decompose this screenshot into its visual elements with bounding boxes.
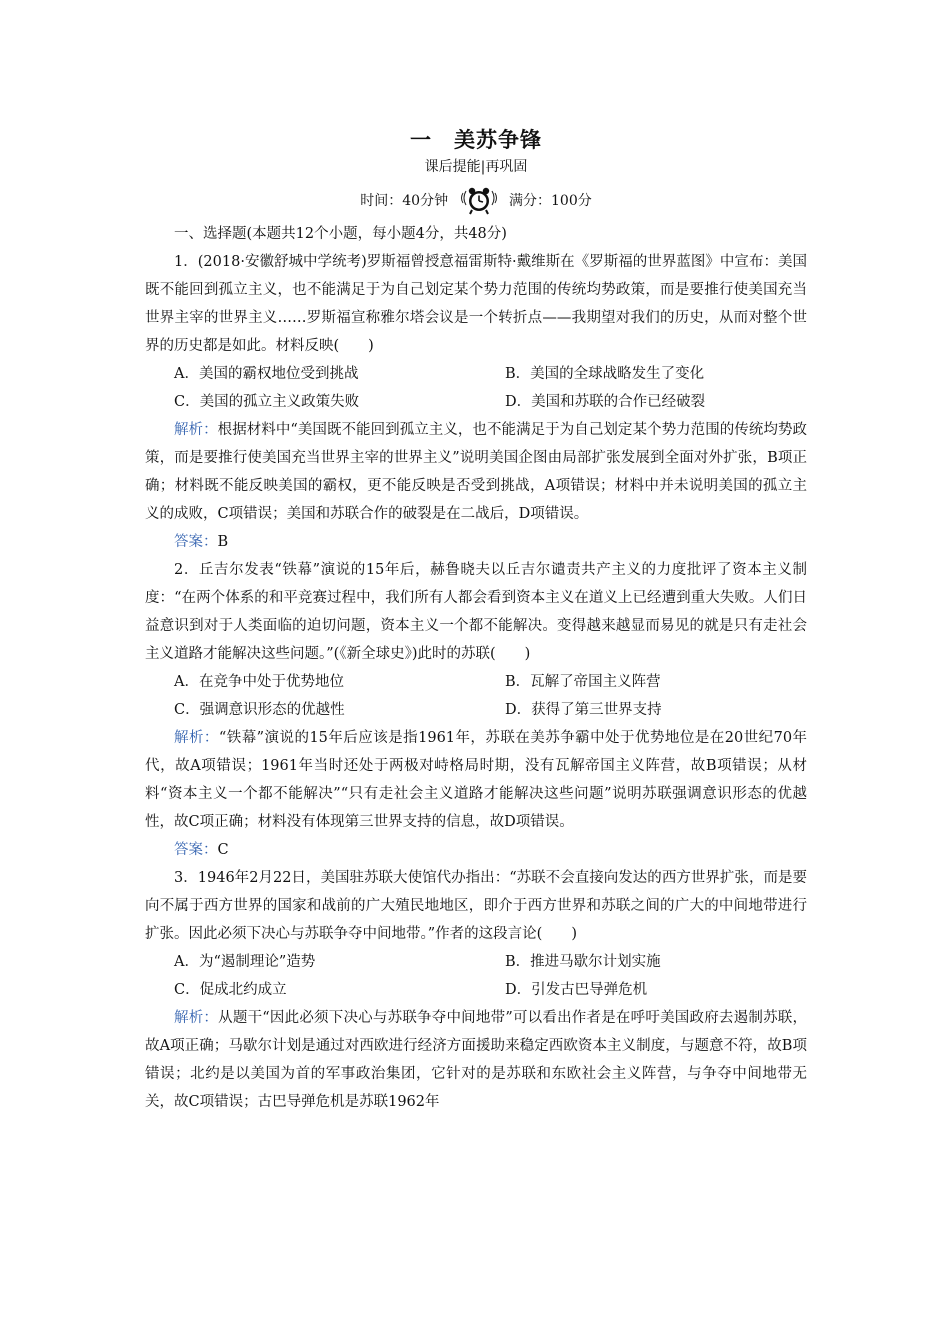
analysis-paragraph [145,724,807,836]
option-row [145,360,807,388]
answer-line [145,528,807,556]
title-text: 美苏争锋 [454,128,542,152]
option-row [145,388,807,416]
option-b: B．美国的全球战略发生了变化 [505,366,705,382]
analysis-paragraph [145,416,807,528]
analysis-text: “铁幕”演说的15年后应该是指1961年，苏联在美苏争霸中处于优势地位是在20世纪70年代，故A项错误；1961年当时还处于两极对峙格局时期，没有瓦解帝国主义阵营，故B项错误；从材料“资本主义一个都不能解决”“只有走社会主义道路才能解决这些问题”说明苏联强调意识形态的优越性，故C项正确；材料没有体现第三世界支持的信息，故D项错误。 [145,730,808,830]
section-heading: 一、选择题(本题共12个小题，每小题4分，共48分) [174,226,507,242]
question-stem: 1．(2018·安徽舒城中学统考)罗斯福曾授意福雷斯特·戴维斯在《罗斯福的世界蓝图》中宣布：美国既不能回到孤立主义，也不能满足于为自己划定某个势力范围的传统均势政策，而是要推行使美国充当世界主宰的世界主义……罗斯福宣称雅尔塔会议是一个转折点——我期望对我们的历史，从而对整个世界的历史都是如此。材料反映( ) [145,254,807,354]
option-d: D．获得了第三世界支持 [505,702,662,718]
question-content [145,220,807,1116]
answer-line [145,836,807,864]
time-score-bar [145,184,807,218]
score-total: 满分：100分 [509,193,592,209]
question-stem: 2．丘吉尔发表“铁幕”演说的15年后，赫鲁晓夫以丘吉尔谴责共产主义的力度批评了资本主义制度：“在两个体系的和平竞赛过程中，我们所有人都会看到资本主义在道义上已经遭到重大失败。人们日益意识到对于人类面临的迫切问题，资本主义一个都不能解决。变得越来越显而易见的就是只有走社会主义道路才能解决这些问题。”(《新全球史》)此时的苏联( ) [145,562,807,662]
option-a: A．为“遏制理论”造势 [174,954,316,970]
option-row [145,948,807,976]
option-b: B．瓦解了帝国主义阵营 [505,674,661,690]
analysis-paragraph [145,1004,807,1116]
option-row [145,976,807,1004]
option-a: A．在竞争中处于优势地位 [174,674,344,690]
option-c: C．美国的孤立主义政策失败 [174,394,360,410]
option-c: C．促成北约成立 [174,982,287,998]
alarm-clock-icon [459,185,499,217]
analysis-label: 解析： [174,730,219,746]
option-d: D．美国和苏联的合作已经破裂 [505,394,706,410]
option-a: A．美国的霸权地位受到挑战 [174,366,359,382]
option-c: C．强调意识形态的优越性 [174,702,345,718]
time-limit: 时间：40分钟 [360,193,449,209]
question-stem: 3．1946年2月22日，美国驻苏联大使馆代办指出：“苏联不会直接向发达的西方世界扩张，而是要向不属于西方世界的国家和战前的广大殖民地地区，即介于西方世界和苏联之间的广大的中间地带进行扩张。因此必须下决心与苏联争夺中间地带。”作者的这段言论( ) [145,870,807,942]
analysis-text: 根据材料中“美国既不能回到孤立主义，也不能满足于为自己划定某个势力范围的传统均势政策，而是要推行使美国充当世界主宰的世界主义”说明美国企图由局部扩张发展到全面对外扩张，B项正确；材料既不能反映美国的霸权，更不能反映是否受到挑战，A项错误；材料中并未说明美国的孤立主义的成败，C项错误；美国和苏联合作的破裂是在二战后，D项错误。 [145,422,807,522]
page-title [145,124,807,154]
analysis-label: 解析： [174,1010,219,1026]
option-row [145,668,807,696]
answer-value: B [217,534,229,550]
page-subtitle: 课后提能|再巩固 [424,159,528,175]
answer-label: 答案： [174,842,218,858]
option-b: B．推进马歇尔计划实施 [505,954,661,970]
option-d: D．引发古巴导弹危机 [505,982,648,998]
answer-value: C [217,842,229,858]
option-row [145,696,807,724]
analysis-label: 解析： [174,422,218,438]
answer-label: 答案： [174,534,218,550]
title-number: 一 [410,128,432,152]
analysis-text: 从题干“因此必须下决心与苏联争夺中间地带”可以看出作者是在呼吁美国政府去遏制苏联，故A项正确；马歇尔计划是通过对西欧进行经济方面援助来稳定西欧资本主义制度，与题意不符，故B项错误；北约是以美国为首的军事政治集团，它针对的是苏联和东欧社会主义阵营，与争夺中间地带无关，故C项错误；古巴导弹危机是苏联1962年 [145,1010,807,1110]
